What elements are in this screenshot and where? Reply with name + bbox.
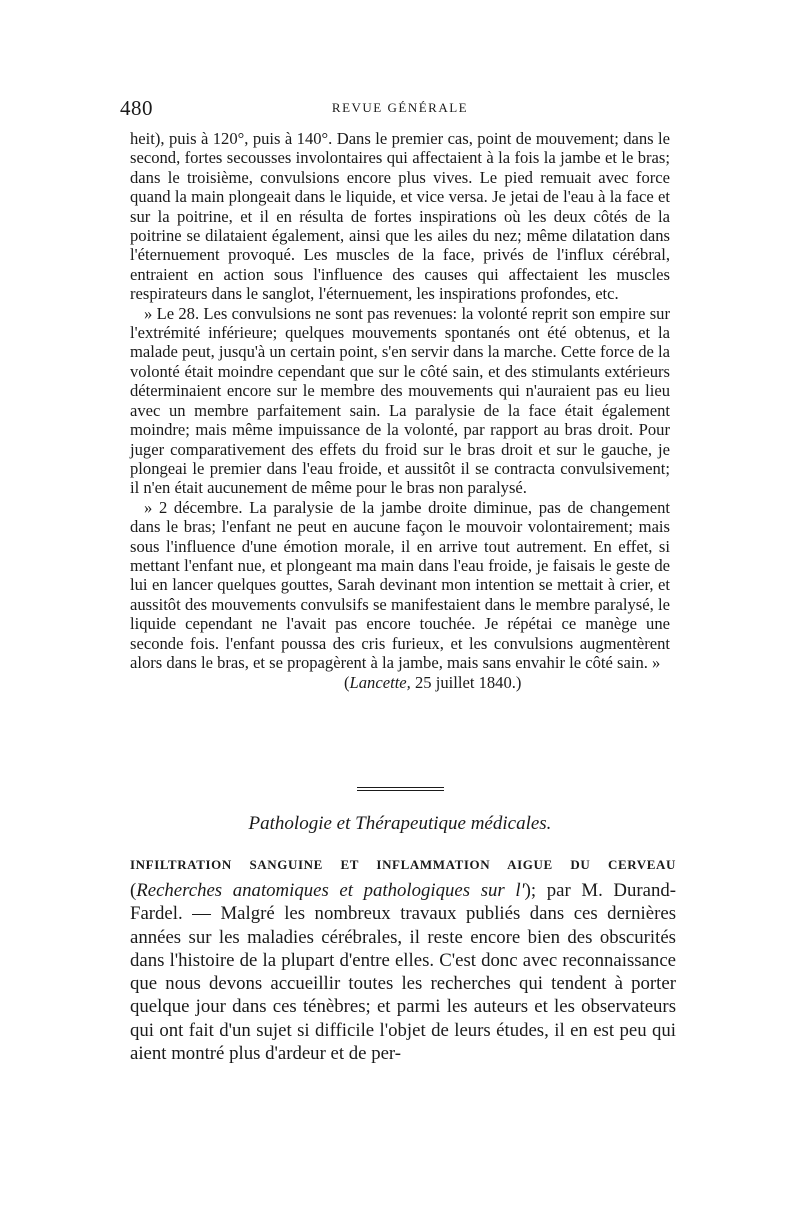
case-paragraph-1: heit), puis à 120°, puis à 140°. Dans le premier cas, point de mouvement; dans le second, fortes secousses involontaires qui affectaient à la fois la jambe et le bras; dans le troisième, convulsions encore plus vives. Le pied remuait avec force quand la main plongeait dans le liquide, et vice versa. Je jetai de l'eau à la face et sur la poitrine, et il en résulta de fortes inspirations où les deux côtés de la poitrine se dilataient également, ainsi que les ailes du nez; même dilatation dans l'éternuement provoqué. Les muscles de la face, privés de l'influx cérébral, entraient en action sous l'influence des causes qui affectaient les muscles respirateurs dans le sanglot, l'éternuement, les inspirations profondes, etc. <box>130 129 670 304</box>
section-divider <box>357 787 444 788</box>
subtitle-close: ); <box>524 880 537 901</box>
article-subtitle: Recherches anatomiques et pathologiques sur l' <box>136 880 525 901</box>
subtitle-open: ( <box>130 880 137 901</box>
journal-title: REVUE GÉNÉRALE <box>331 100 469 115</box>
citation-open: ( <box>344 673 350 693</box>
case-report <box>130 129 670 693</box>
article-heading: INFILTRATION SANGUINE ET INFLAMMATION AIGUE DU CERVEAU <box>130 857 676 872</box>
running-head <box>120 96 680 124</box>
article-text: par M. Durand-Fardel. — Malgré les nombreux travaux publiés dans ces dernières années sur les maladies cérébrales, il reste encore bien des obscurités dans l'histoire de la plupart d'entre elles. C'est donc avec reconnaissance que nous devons accueillir toutes les recherches qui tendent à porter quelque jour dans ces ténèbres; et parmi les auteurs et les observateurs qui ont fait d'un sujet si difficile l'objet de leurs études, il en est peu qui aient montré plus d'ardeur et de per- <box>130 880 676 1065</box>
section-title: Pathologie et Thérapeutique médicales. <box>248 813 552 834</box>
citation-date: 25 juillet 1840.) <box>410 673 522 693</box>
case-paragraph-2: » Le 28. Les convulsions ne sont pas revenues: la volonté reprit son empire sur l'extrémité inférieure; quelques mouvements spontanés ont été obtenus, et la malade peut, jusqu'à un certain point, s'en servir dans la marche. Cette force de la volonté était moindre cependant que sur le côté sain, et des stimulants extérieurs déterminaient encore sur le membre des mouvements qui n'auraient pas eu lieu avec un membre parfaitement sain. La paralysie de la face était également moindre; mais même impuissance de la volonté, par rapport au bras droit. Pour juger comparativement des effets du froid sur le bras droit et sur le gauche, je plongeai le premier dans l'eau froide, et aussitôt il se contracta convulsivement; il n'en était aucunement de même pour le bras non paralysé. <box>130 303 671 498</box>
article-body <box>130 879 676 1065</box>
page-number: 480 <box>120 96 153 120</box>
case-paragraph-3: » 2 décembre. La paralysie de la jambe droite diminue, pas de changement dans le bras; l'enfant ne peut en aucune façon le mouvoir volontairement; mais sous l'influence d'une émotion morale, il en arrive tout autrement. En effet, si mettant l'enfant nue, et plongeant ma main dans l'eau froide, je faisais le geste de lui en lancer quelques gouttes, Sarah devinant mon intention se mettait à crier, et aussitôt des mouvements convulsifs se manifestaient dans le membre paralysé, le liquide cependant ne l'avait pas encore touchée. Je répétai ce manège une seconde fois. l'enfant poussa des cris furieux, et les convulsions augmentèrent alors dans le bras, et se propagèrent à la jambe, mais sans envahir le côté sain. » <box>130 497 670 672</box>
article <box>130 857 676 1065</box>
source-citation <box>130 673 670 693</box>
citation-journal: Lancette, <box>349 673 411 693</box>
